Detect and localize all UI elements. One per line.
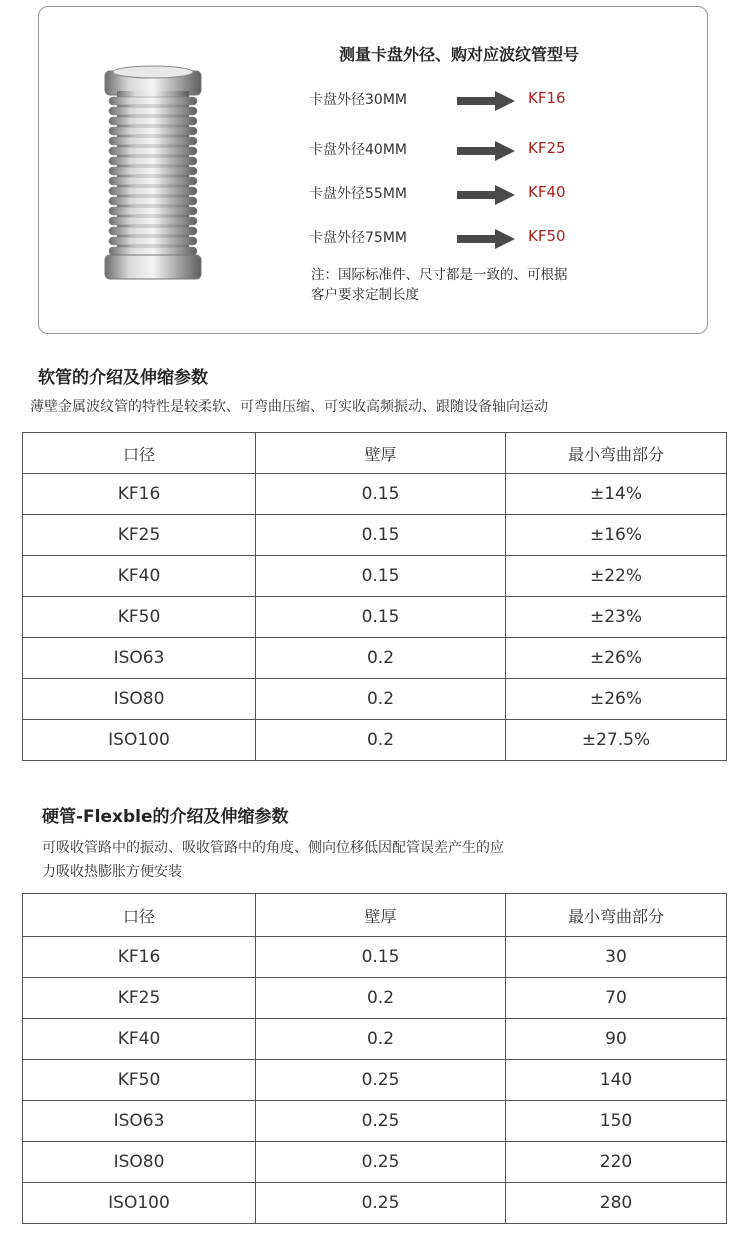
flange-diameter-label: 卡盘外径40MM <box>309 142 407 158</box>
header-cell-diameter: 口径 <box>23 433 256 474</box>
table-cell: KF16 <box>23 937 256 978</box>
table-header-row <box>23 433 727 474</box>
table-cell: ISO63 <box>23 1101 256 1142</box>
table-cell: 150 <box>506 1101 727 1142</box>
right-arrow-icon <box>457 185 515 205</box>
table-row <box>23 556 727 597</box>
table-row <box>23 937 727 978</box>
table-cell: ±16% <box>506 515 727 556</box>
size-mapping-row <box>309 139 609 163</box>
table-cell: 0.2 <box>256 720 506 761</box>
right-arrow-icon <box>457 141 515 161</box>
table-cell: 0.15 <box>256 474 506 515</box>
soft-hose-table <box>22 432 727 761</box>
size-mapping-row <box>309 89 609 113</box>
header-cell-diameter: 口径 <box>23 894 256 937</box>
size-mapping-row <box>309 183 609 207</box>
table-row <box>23 1183 727 1224</box>
table-cell: KF25 <box>23 978 256 1019</box>
table-cell: KF50 <box>23 1060 256 1101</box>
table-cell: 0.2 <box>256 1019 506 1060</box>
table-cell: 0.25 <box>256 1101 506 1142</box>
table-header-row <box>23 894 727 937</box>
right-arrow-icon <box>457 91 515 111</box>
table-cell: ±23% <box>506 597 727 638</box>
table-cell: 70 <box>506 978 727 1019</box>
right-arrow-icon <box>457 229 515 249</box>
model-label: KF50 <box>528 227 566 245</box>
table-cell: ISO80 <box>23 679 256 720</box>
table-row <box>23 638 727 679</box>
table-cell: ±26% <box>506 638 727 679</box>
table-cell: 220 <box>506 1142 727 1183</box>
description-line: 力吸收热膨胀方便安装 <box>42 864 182 880</box>
table-cell: 0.15 <box>256 515 506 556</box>
hard-hose-description <box>42 836 722 884</box>
table-row <box>23 1142 727 1183</box>
table-cell: KF16 <box>23 474 256 515</box>
soft-hose-description: 薄壁金属波纹管的特性是较柔软、可弯曲压缩、可实收高频振动、跟随设备轴向运动 <box>30 399 548 415</box>
table-cell: KF50 <box>23 597 256 638</box>
model-label: KF40 <box>528 183 566 201</box>
model-label: KF25 <box>528 139 566 157</box>
flange-diameter-label: 卡盘外径75MM <box>309 230 407 246</box>
note-text <box>311 265 651 305</box>
table-cell: ISO80 <box>23 1142 256 1183</box>
table-cell: ±22% <box>506 556 727 597</box>
note-line: 客户要求定制长度 <box>311 287 419 303</box>
hard-hose-table <box>22 893 727 1224</box>
table-cell: KF25 <box>23 515 256 556</box>
flange-diameter-label: 卡盘外径30MM <box>309 92 407 108</box>
table-cell: 140 <box>506 1060 727 1101</box>
table-cell: 0.15 <box>256 597 506 638</box>
table-cell: 0.2 <box>256 978 506 1019</box>
flange-diameter-label: 卡盘外径55MM <box>309 186 407 202</box>
table-cell: ISO100 <box>23 1183 256 1224</box>
card-title: 测量卡盘外径、购对应波纹管型号 <box>339 45 580 64</box>
size-mapping-row <box>309 227 609 251</box>
header-cell-thickness: 壁厚 <box>256 433 506 474</box>
table-cell: KF40 <box>23 1019 256 1060</box>
header-cell-bend: 最小弯曲部分 <box>506 894 727 937</box>
table-cell: 0.15 <box>256 937 506 978</box>
table-cell: 0.2 <box>256 638 506 679</box>
soft-hose-title: 软管的介绍及伸缩参数 <box>38 368 208 388</box>
model-label: KF16 <box>528 89 566 107</box>
table-cell: 0.25 <box>256 1183 506 1224</box>
table-cell: ±14% <box>506 474 727 515</box>
table-row <box>23 474 727 515</box>
table-row <box>23 978 727 1019</box>
product-card <box>38 6 708 334</box>
bellows-product-image <box>103 57 203 287</box>
table-cell: ISO100 <box>23 720 256 761</box>
description-line: 可吸收管路中的振动、吸收管路中的角度、侧向位移低因配管误差产生的应 <box>42 840 504 856</box>
table-cell: 0.25 <box>256 1060 506 1101</box>
table-row <box>23 679 727 720</box>
table-row <box>23 720 727 761</box>
table-cell: 90 <box>506 1019 727 1060</box>
table-cell: 30 <box>506 937 727 978</box>
table-row <box>23 597 727 638</box>
table-cell: 0.15 <box>256 556 506 597</box>
table-cell: 0.2 <box>256 679 506 720</box>
table-cell: 280 <box>506 1183 727 1224</box>
note-line: 注：国际标准件、尺寸都是一致的、可根据 <box>311 267 568 283</box>
table-row <box>23 1101 727 1142</box>
hard-hose-title: 硬管-Flexble的介绍及伸缩参数 <box>42 807 289 827</box>
table-cell: ±26% <box>506 679 727 720</box>
table-cell: ISO63 <box>23 638 256 679</box>
table-row <box>23 1060 727 1101</box>
header-cell-bend: 最小弯曲部分 <box>506 433 727 474</box>
table-row <box>23 1019 727 1060</box>
table-cell: KF40 <box>23 556 256 597</box>
table-cell: 0.25 <box>256 1142 506 1183</box>
table-cell: ±27.5% <box>506 720 727 761</box>
header-cell-thickness: 壁厚 <box>256 894 506 937</box>
table-row <box>23 515 727 556</box>
